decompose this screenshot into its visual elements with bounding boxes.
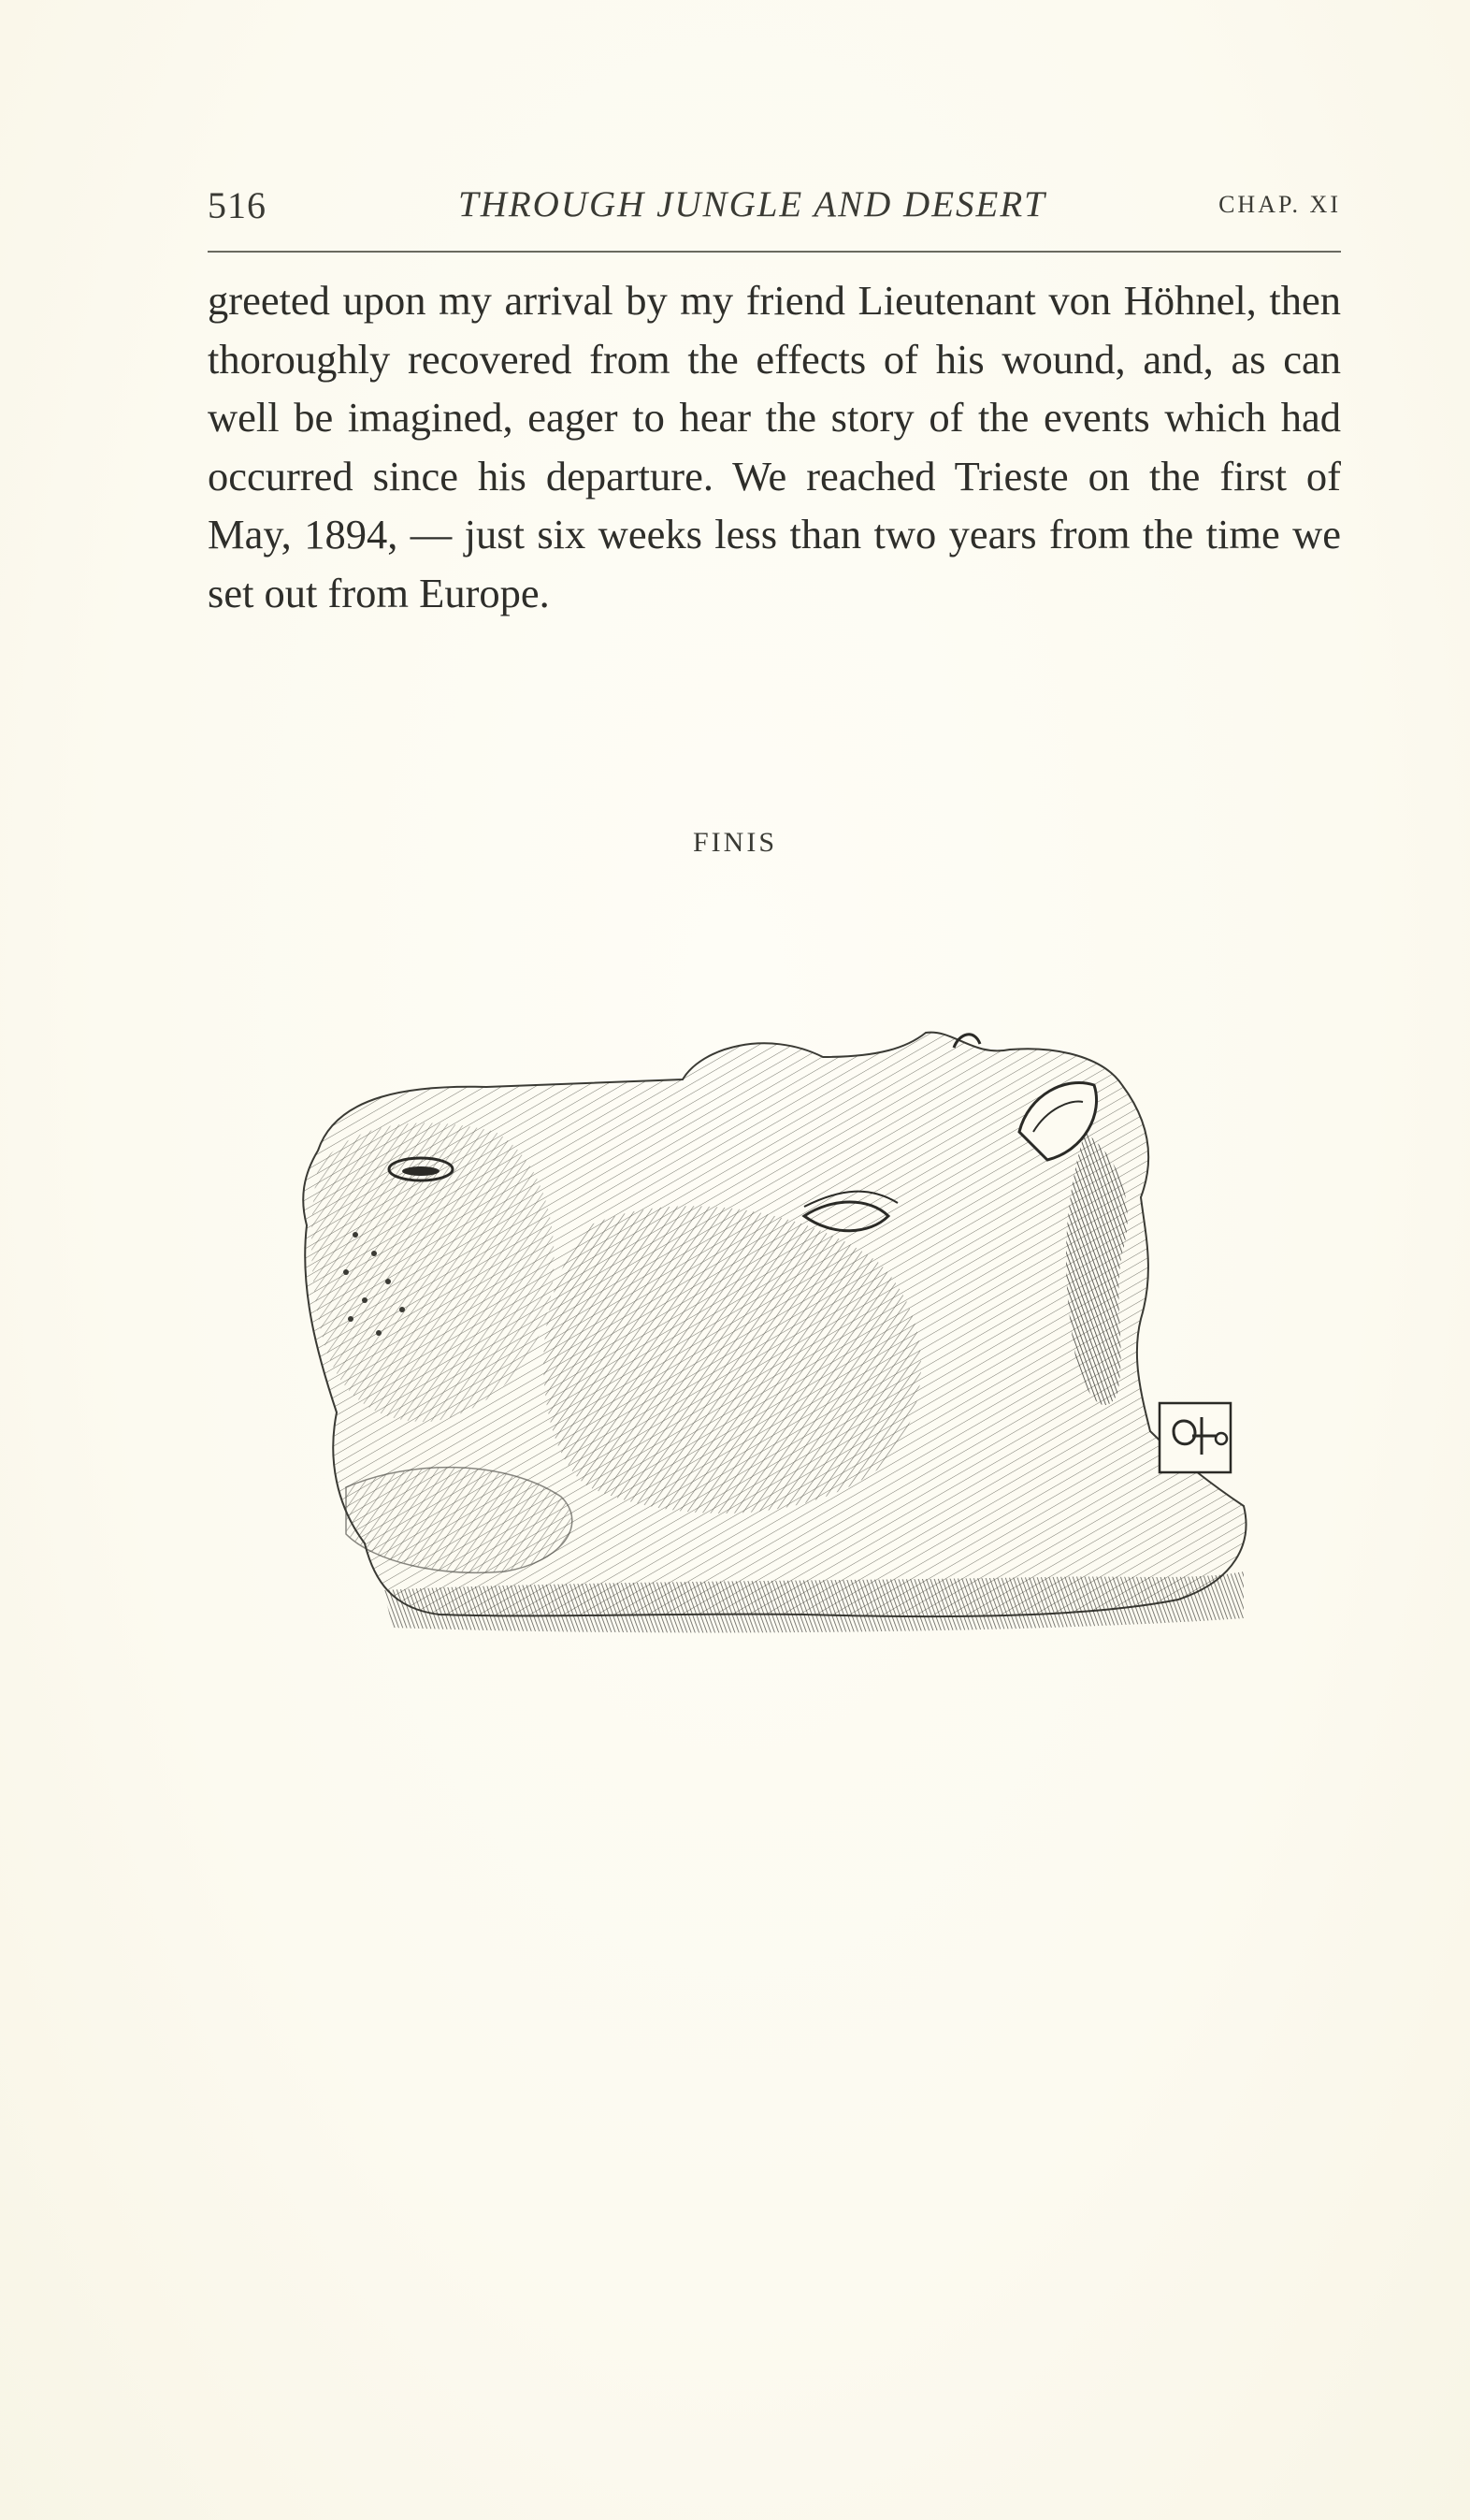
- hippopotamus-head-illustration: [281, 1020, 1253, 1665]
- finis-mark: FINIS: [692, 827, 777, 858]
- page-number: 516: [208, 184, 267, 226]
- artist-monogram-icon: [1160, 1403, 1231, 1472]
- running-head: [208, 183, 1341, 230]
- body-paragraph: greeted upon my arrival by my friend Lieutenant von Höhnel, then thoroughly recovered from the effects of his wound, and, as can well be imagined, eager to hear the story of the events which had occurred since his departure. We reached Trieste on the first of May, 1894, — just six weeks less than two years from the time we set out from Europe.: [208, 277, 1341, 616]
- header-rule: [208, 251, 1341, 253]
- chapter-label: CHAP. XI: [1218, 191, 1341, 218]
- hippo-head-drawing: [303, 1033, 1246, 1633]
- running-title: THROUGH JUNGLE AND DESERT: [458, 184, 1046, 224]
